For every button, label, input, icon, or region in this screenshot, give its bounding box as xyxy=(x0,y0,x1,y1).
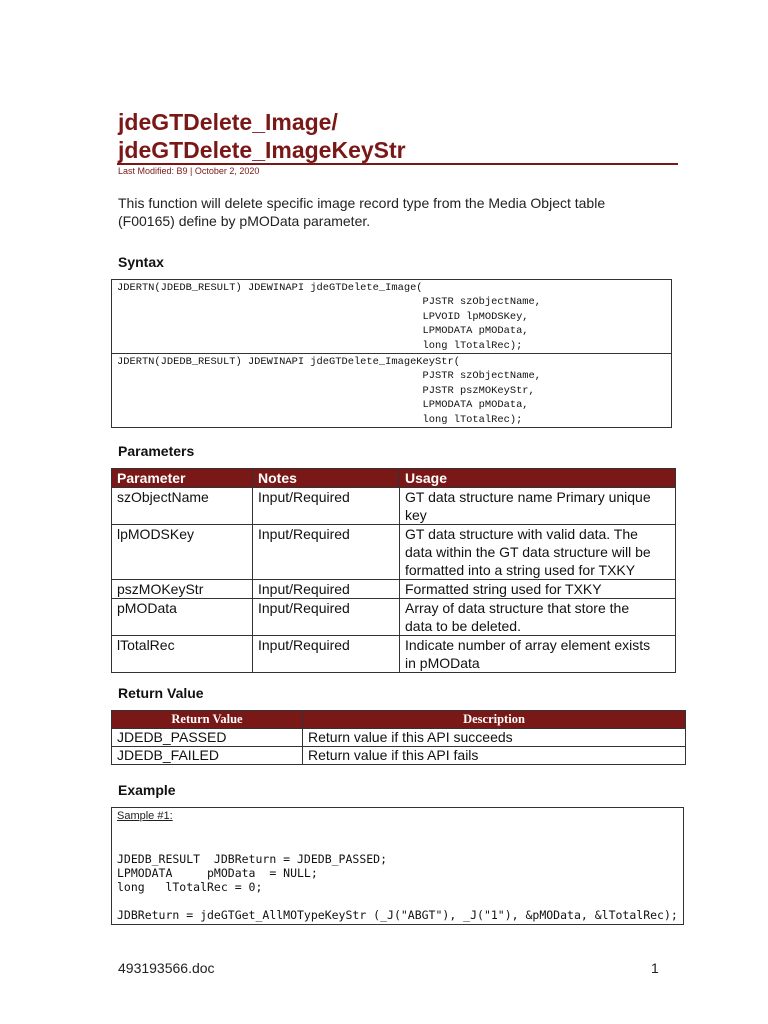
syntax-row xyxy=(112,280,672,354)
param-usage xyxy=(400,636,676,673)
table-row xyxy=(112,580,676,599)
param-usage xyxy=(400,525,676,580)
table-row xyxy=(112,525,676,580)
return-description: Return value if this API fails xyxy=(303,747,686,765)
sample-label: Sample #1: xyxy=(117,810,173,822)
column-header-notes: Notes xyxy=(253,469,400,488)
usage-line: Array of data structure that store the xyxy=(405,600,630,616)
usage-line: GT data structure with valid data. The xyxy=(405,526,638,542)
param-notes: Input/Required xyxy=(253,636,400,673)
return-value-table xyxy=(111,710,686,765)
usage-line: key xyxy=(405,507,427,523)
param-name: lTotalRec xyxy=(112,636,253,673)
param-name: pMOData xyxy=(112,599,253,636)
spacer xyxy=(117,823,678,852)
parameters-heading: Parameters xyxy=(118,443,195,459)
return-header-row xyxy=(112,711,686,729)
title-line-2: jdeGTDelete_ImageKeyStr xyxy=(118,137,406,163)
usage-line: in pMOData xyxy=(405,655,480,671)
example-code: JDEDB_RESULT JDBReturn = JDEDB_PASSED; LPMODATA pMOData = NULL; long lTotalRec = 0; JDBReturn = jdeGTGet_AllMOTypeKeyStr (_J("ABGT"), _J("1"), &pMOData, &lTotalRec); xyxy=(117,852,678,922)
syntax-code-delete-imagekeystr: JDERTN(JDEDB_RESULT) JDEWINAPI jdeGTDelete_ImageKeyStr( PJSTR szObjectName, PJSTR pszMOKeyStr, LPMODATA pMOData, long lTotalRec); xyxy=(117,356,542,426)
footer-document-name: 493193566.doc xyxy=(118,960,215,976)
usage-line: Formatted string used for TXKY xyxy=(405,581,602,597)
title-rule xyxy=(117,163,678,165)
parameters-header-row xyxy=(112,469,676,488)
param-notes: Input/Required xyxy=(253,580,400,599)
usage-line: Indicate number of array element exists xyxy=(405,637,651,653)
intro-line-1: This function will delete specific image record type from the Media Object table xyxy=(118,195,606,211)
table-row xyxy=(112,636,676,673)
return-value-heading: Return Value xyxy=(118,685,204,701)
column-header-description: Description xyxy=(303,711,686,729)
return-value: JDEDB_FAILED xyxy=(112,747,303,765)
usage-line: data to be deleted. xyxy=(405,618,521,634)
usage-line: GT data structure name Primary unique xyxy=(405,489,651,505)
param-notes: Input/Required xyxy=(253,488,400,525)
column-header-return-value: Return Value xyxy=(112,711,303,729)
usage-line: data within the GT data structure will be xyxy=(405,544,651,560)
syntax-cell xyxy=(112,280,672,354)
example-heading: Example xyxy=(118,782,176,798)
syntax-table xyxy=(111,279,672,428)
param-name: szObjectName xyxy=(112,488,253,525)
return-value: JDEDB_PASSED xyxy=(112,729,303,747)
syntax-cell xyxy=(112,354,672,428)
usage-line: formatted into a string used for TXKY xyxy=(405,562,636,578)
table-row xyxy=(112,488,676,525)
table-row xyxy=(112,729,686,747)
last-modified: Last Modified: B9 | October 2, 2020 xyxy=(118,166,260,176)
param-notes: Input/Required xyxy=(253,525,400,580)
param-name: lpMODSKey xyxy=(112,525,253,580)
syntax-row xyxy=(112,354,672,428)
syntax-heading: Syntax xyxy=(118,254,164,270)
table-row xyxy=(112,599,676,636)
param-usage xyxy=(400,488,676,525)
param-notes: Input/Required xyxy=(253,599,400,636)
return-description: Return value if this API succeeds xyxy=(303,729,686,747)
document-title xyxy=(118,108,406,164)
column-header-parameter: Parameter xyxy=(112,469,253,488)
example-box xyxy=(111,807,684,925)
param-name: pszMOKeyStr xyxy=(112,580,253,599)
parameters-table xyxy=(111,468,676,673)
footer-page-number: 1 xyxy=(651,960,659,976)
column-header-usage: Usage xyxy=(400,469,676,488)
param-usage xyxy=(400,599,676,636)
syntax-code-delete-image: JDERTN(JDEDB_RESULT) JDEWINAPI jdeGTDelete_Image( PJSTR szObjectName, LPVOID lpMODSKey, LPMODATA pMOData, long lTotalRec); xyxy=(117,282,542,352)
title-line-1: jdeGTDelete_Image/ xyxy=(118,109,338,135)
intro-line-2: (F00165) define by pMOData parameter. xyxy=(118,213,371,229)
table-row xyxy=(112,747,686,765)
intro-paragraph xyxy=(118,194,678,230)
param-usage xyxy=(400,580,676,599)
